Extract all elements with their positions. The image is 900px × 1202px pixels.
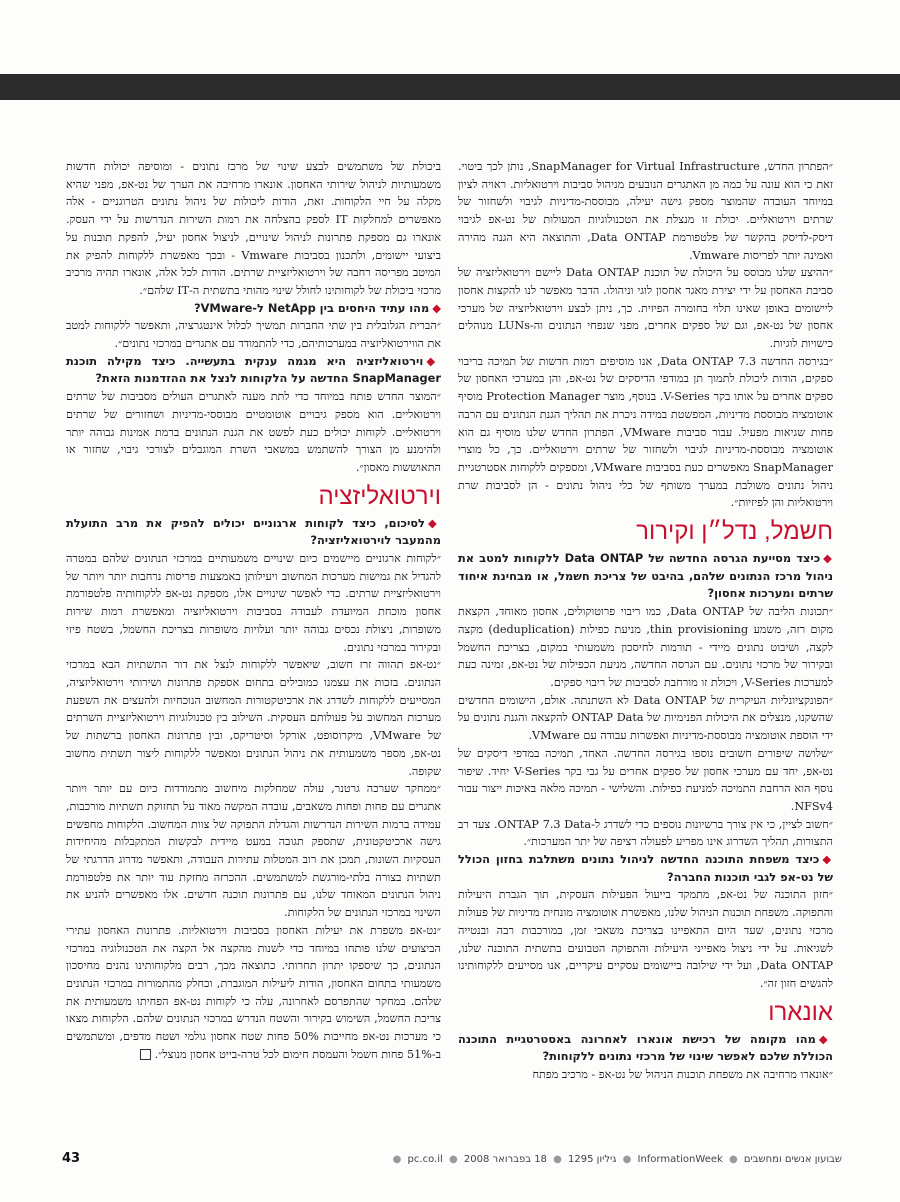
bullet-icon: ● bbox=[448, 1154, 458, 1165]
bullet-icon: ● bbox=[392, 1154, 402, 1165]
diamond-bullet-icon: ◆ bbox=[427, 515, 441, 530]
page-footer bbox=[62, 1154, 842, 1170]
footer-site: pc.co.il bbox=[407, 1154, 443, 1165]
interview-question: ◆כיצד משפחת התוכנה החדשה לניהול נתונים משתלבת בחזון הכולל של נט-אפ לגבי תוכנות החברה? bbox=[458, 852, 833, 884]
article-column-left bbox=[66, 158, 441, 1063]
paragraph: ״בגירסה החדשה Data ONTAP 7.3, אנו מוסיפים רמות חדשות של תמיכה בריבוי ספקים, הודות ליכולת לתמוך תן במודפי הדיסקים של נט-אפ, והן במערכי האחסון של ספקים אחרים על אותו בקר V-Series. בנוסף, מוצר Protection Manager מוסיף אוטומציה מבוססת מדיניות, המפשטת במידה ניכרת את תהליך הגנת הנתונים עם הרבה פחות שגיאות מפעיל. עבור סביבות VMware, הפתרון החדש שלנו מוסיף גם הוא אוטומציה מבוססת-מדיניות לגיבוי ולשחזור של שרתים וירטואליים. כך, כל מוצרי SnapManager מאפשרים כעת בסביבות VMware, ומספקים ללקוחות אסטרטגיית ניהול נתונים משולבת במערך משותף של כלי ניהול נתונים - הן לסביבות שרת וירטואליות והן לפיזיות״. bbox=[458, 354, 833, 510]
paragraph bbox=[66, 922, 441, 1064]
paragraph: ״חשוב לציין, כי אין צורך ברשיונות נוספים כדי לשדרג ל-ONTAP 7.3 Data. צעד רב התצורות, תהליך השדרוג אינו מפריע לפעולה רציפה של יתר המערכות״. bbox=[458, 817, 833, 849]
paragraph: ״הפונקציונליות העיקרית של Data ONTAP לא השתנתה. אולם, הישומים החדשים שהשקנו, מנצלים את היכולות הפנימיות של ONTAP Data להקצאה והגנת נתונים על ידי הוספת אוטומציה מבוססת-מדיניות ואפשרות עבודה עם VMware. bbox=[458, 693, 833, 743]
footer-publication: שבועון אנשים ומחשבים bbox=[743, 1154, 842, 1165]
article-column-right bbox=[458, 158, 833, 1084]
paragraph: ״לקוחות ארגוניים מיישמים כיום שינויים משמעותיים במרכזי הנתונים שלהם במטרה להגדיל את גמישות מערכות המחשוב ויעילותן באמצעות פריסות נרחבות יותר ויותר של וירטואליזציית שרתים. כדי לאפשר שינויים אלו, מספקת נט-אפ ללקוחותיה פלטפורמת אחסון מוכחת המיועדת לעבודה בסביבות וירטואליזציה ומאפשרת רמות שירות משופרות, ניצולת נכסים גבוהה יותר ועלויות משופרות בצריכת החשמל, בשטח פיזי ובקירור במרכזי נתונים. bbox=[66, 552, 441, 654]
paragraph: ״נט-אפ תהווה זרז חשוב, שיאפשר ללקוחות לנצל את דור התשתיות הבא במרכזי הנתונים. בזכות את עצמנו כמובילים בתחום אספקת פתרונות ושירותי וירטואליזציה, המסייעים ללקוחות לשדרג את ארכיטקטורות המחשוב הנוכחיות ולהעצים את השפעת מערכות המחשוב על פעולותם העסקית. השילוב בין טכנולוגיות וירטואליזציית השרתים של VMware, מיקרוסופט, אורקל וסיטריקס, ובין פתרונות האחסון ברשתות של נט-אפ, מספר משמעותית את ניהול הנתונים ומאפשר ללקוחות ליצור תשתית מחשוב שקופה. bbox=[66, 658, 441, 778]
bullet-icon: ● bbox=[728, 1154, 738, 1165]
diamond-bullet-icon: ◆ bbox=[822, 852, 833, 867]
section-heading: וירטואליזציה bbox=[318, 482, 441, 510]
footer-issue: גיליון 1295 bbox=[568, 1154, 617, 1165]
page-number: 43 bbox=[62, 1151, 81, 1166]
paragraph: ״המוצר החדש פותח במיוחד כדי לתת מענה לאתגרים העולים מסביבות של שרתים וירטואליים. הוא מספק גיבויים אוטומטיים מבוססי-מדיניות ושחזורים של שרתים וירטואליים. לקוחות יכולים כעת לפשט את הגנת הנתונים ברמת אמינות גבוהה יותר ולהימנע מן הצורך להשתמש במשאבי השרת המוגבלים לצורכי גיבוי, שחזור או התאוששות מאסון״. bbox=[66, 390, 441, 474]
paragraph: ״הפתרון החדש, SnapManager for Virtual Infrastructure, נותן לכך ביטוי. זאת כי הוא עונה על כמה מן האתגרים הנובעים מניהול סביבות וירטואליות. ראויה לציון במיוחד העובדה שהמוצר מספק גישה יעילה, מבוססת-מדיניות לגיבוי ולשחזור של שרתים וירטואליים. יכולת זו מנצלת את הטכנולוגיות המעולות של נט-אפ לגיבוי דיסק-לדיסק בהקשר של פלטפורמת Data ONTAP, והתוצאה היא הגנה מהירה ואמינה יותר לפריסות Vmware. bbox=[458, 160, 833, 262]
paragraph: ״שלושה שיפורים חשובים נוספו בגירסה החדשה. האחד, תמיכה במדפי דיסקים של נט-אפ, יחד עם מערכי אחסון של ספקים אחרים על גבי בקר V-Series יחיד. שיפור נוסף הוא הרחבת התמיכה למניעת כפילות. והשלישי - תמיכה מלאה באיכות ייצור עבור NFSv4. bbox=[458, 746, 833, 813]
paragraph: ״הברית הגלובלית בין שתי החברות תמשיך לכלול אינטגרציה, ותאפשר ללקוחות למטב את הווירטואליזציה במערכותיהם, כדי להתמודד עם אתגרים במרכזי נתונים״. bbox=[66, 319, 441, 351]
bullet-icon: ● bbox=[622, 1154, 632, 1165]
diamond-bullet-icon: ◆ bbox=[426, 353, 442, 368]
paragraph: ״תכונות הליבה של Data ONTAP, כמו ריבוי פרוטוקולים, אחסון מאוחד, הקצאת מקום רזה, משמע thin provisioning, מניעת כפילות (deduplication) מקצה לקצה, ושיבוט נתונים מיידי - תורמות לחיסכון משמעותי במקום, בצריכת החשמל ובקירור של מרכזי נתונים. עם הגרסה החדשה, מניעת הכפילות של נט-אפ, זמינה כעת למערכות V-Series, ויכולת זו מורחבת לסביבות של ריבוי ספקים. bbox=[458, 605, 833, 689]
interview-question: ◆מהו עתיד היחסים בין NetApp ל-VMware? bbox=[193, 300, 441, 315]
section-heading: אונארו bbox=[768, 998, 833, 1026]
paragraph: ״ממחקר שערכה גרטנר, עולה שמחלקות מיחשוב מתמודדות כיום עם יותר ויותר אתגרים עם פחות ופחות משאבים, עובדה המקשה מאוד על תחזוקת תשתיות מורכבות, עמידה ברמות השירות הנדרשות והגדלת התפוקה של צוות המחשוב. הלקוחות מחפשים גישה ארכיטקטונית, שתספק תגובה במעט מיידית לבקשות המתקבלות מהיחידות העסקיות השונות, תמכן את רוב המטלות עתירות העבודה, ותאפשר מדרוג הדרגתי של תשתיות בצורה בלתי-מורגשת למשתמשים. ההכרזה מחזקת עוד יותר את פלטפורמת ניהול הנתונים המאוחד שלנו, עם פתרונות תוכנה חדשים. אלו מאפשרים להניע את השינוי במרכזי הנתונים של הלקוחות. bbox=[66, 782, 441, 920]
paragraph: ״ההיצע שלנו מבוסס על היכולת של תוכנת Data ONTAP ליישם וירטואליזציה של סביבת האחסון על ידי יצירת מאגר אחסון לוגי וניהולו. הדבר מאפשר לנו להקצות אחסון ליישומים באופן שאינו תלוי בחומרה הפיזית. כך, ניתן לבצע וירטואליזציה של מערכי אחסון של נט-אפ, וגם של ספקים אחרים, מפני שנפחי הנתונים וה-LUNs מנוהלים כישויות לוגיות. bbox=[458, 266, 834, 351]
end-of-article-icon bbox=[140, 1049, 151, 1060]
paragraph: ביכולת של משתמשים לבצע שינוי של מרכז נתונים - ומוסיפה יכולות חדשות משמעותיות לניהול שירותי האחסון. אונארו מרחיבה את הערך של נט-אפ, מפני שהיא מקלה על חיי הלקוחות. זאת, הודות ליכולות של ניהול נתונים הטרוגניים - אלה מאפשרים למחלקות IT לספק בהצלחה את רמות השירות הנדרשות על ידי העסק. אונארו גם מספקת פתרונות לניהול שינויים, לניצול אחסון יעיל, להפקת תובנות על ביצועי יישומים, ולתכנון בסביבות Vmware - ובכך מאפשרת ללקוחות להפיק את המיטב מפריסה רחבה של וירטואליזציית שרתים. הודות לכל אלה, אונארו תהיה מרכיב מרכזי ביכולת של לקוחותינו לחולל שינוי מהותי בתשתית ה-IT שלהם״. bbox=[66, 160, 442, 297]
paragraph: ״חזון התוכנה של נט-אפ, מתמקד בייעול הפעילות העסקית, תוך הגברת היעילות והתפוקה. משפחת תוכנות הניהול שלנו, מאפשרת אוטומציה מונחית מדיניות של פעולות מרכזי נתונים, שעד היום התאפיינו בצריכת משאבי זמן, במורכבות רבה ובנטייה לשגיאות. על ידי ניצול מאפייני היעילות והתפוקה הטבועים בתשתית התוכנה שלנו, Data ONTAP, ועל ידי שילובה ביישומים עסקיים עיקריים, אנו מסייעים ללקוחותינו להגשים חזון זה״. bbox=[458, 888, 833, 990]
interview-question: ◆מהו מקומה של רכישת אונארו לאחרונה באסטרטגיית התוכנה הכוללת שלכם לאפשר שינוי של מרכזי נתונים ללקוחות? bbox=[458, 1031, 833, 1064]
bullet-icon: ● bbox=[553, 1154, 562, 1165]
footer-date: 18 בפברואר 2008 bbox=[463, 1154, 547, 1165]
diamond-bullet-icon: ◆ bbox=[823, 551, 833, 566]
section-heading: חשמל, נדל״ן וקירור bbox=[636, 518, 833, 546]
paragraph-text: ״נט-אפ משפרת את יעילות האחסון בסביבות וירטואליות. פתרונות האחסון עתירי הביצועים שלנו פותחו במיוחד כדי לשנות מהקצה אל הקצה את הטכנולוגיה במרכזי הנתונים, כך שיספקו יתרון תחרותי. כתוצאה מכך, רבים מלקוחותינו נהנים מחיסכון משמעותי בתחום האחסון, הודות ליעילות המוגברת, וכחלק מהתמורות במרכזי הנתונים שלהם. במחקר שהתפרסם לאחרונה, עלה כי לקוחות נט-אפ הפחיתו משמעותית את צריכת החשמל, השימוש בקירור והשטח הנדרש במרכזי הנתונים שלהם. הלקוחות מצאו כי מערכות נט-אפ מחייבות 50% פחות שטח אחסון גולמי ושטח מדפים, ומשתמשים ב-51% פחות חשמל והעמסת חימום לכל טרה-בייט אחסון מנוצל״. bbox=[66, 923, 442, 1061]
paragraph: ״אונארו מרחיבה את משפחת תוכנות הניהול של נט-אפ - מרכיב מפתח bbox=[532, 1068, 833, 1082]
interview-question: ◆לסיכום, כיצד לקוחות ארגוניים יכולים להפיק את מרב התועלת מהמעבר לוירטואליזציה? bbox=[66, 515, 441, 548]
diamond-bullet-icon: ◆ bbox=[432, 300, 441, 315]
interview-question: ◆כיצד מסייעת הגרסה החדשה של Data ONTAP ללקוחות למטב את ניהול מרכז הנתונים שלהם, בהיבט של צריכת חשמל, או מבחינת איחוד שרתים ומערכות אחסון? bbox=[458, 551, 833, 601]
diamond-bullet-icon: ◆ bbox=[818, 1031, 833, 1046]
top-band bbox=[0, 74, 900, 100]
footer-brand: InformationWeek bbox=[637, 1154, 723, 1165]
interview-question: ◆וירטואליזציה היא מגמה ענקית בתעשייה. כיצד מקילה תוכנת SnapManager החדשה על הלקוחות לנצל את ההזדמנות הזאת? bbox=[66, 353, 442, 386]
